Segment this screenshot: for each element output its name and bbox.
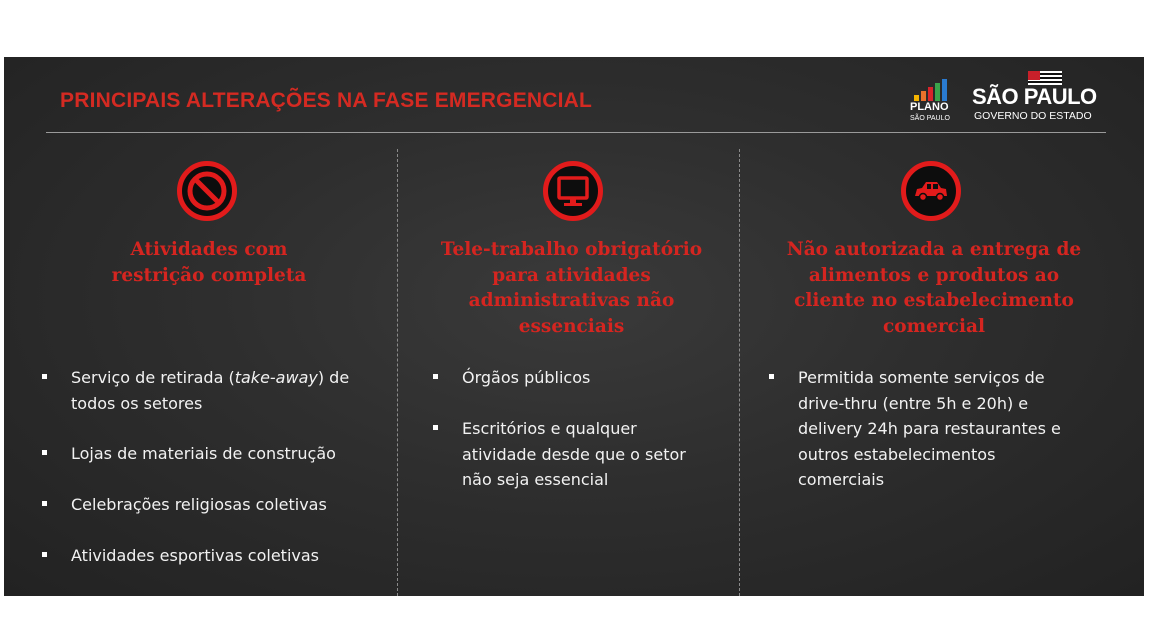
sp-flag-icon	[1028, 71, 1062, 85]
item-text: Escritórios e qualquer	[462, 419, 637, 438]
item-text: todos os setores	[71, 393, 203, 413]
heading-line: essenciais	[518, 315, 625, 337]
page-title: PRINCIPAIS ALTERAÇÕES NA FASE EMERGENCIAL	[60, 89, 593, 112]
list-item	[71, 492, 396, 518]
bar-chart-logo-icon	[914, 79, 947, 101]
list-item	[71, 441, 396, 467]
heading-line: cliente no estabelecimento	[794, 290, 1074, 311]
sao-paulo-government-logo	[972, 71, 1112, 123]
item-text: ) de	[317, 368, 350, 387]
bullet-icon	[433, 425, 438, 430]
bullet-icon	[42, 450, 47, 455]
bullet-icon	[433, 374, 438, 379]
bullet-icon	[769, 374, 774, 379]
item-text: drive-thru (entre 5h e 20h) e	[798, 393, 1029, 413]
heading-line: Tele-trabalho obrigatório	[440, 239, 703, 260]
list-item	[71, 543, 396, 569]
item-text: Celebrações religiosas coletivas	[71, 495, 327, 514]
item-text: Órgãos públicos	[462, 368, 591, 387]
plano-logo-sub: SÃO PAULO	[910, 115, 950, 122]
list-item	[462, 365, 737, 391]
column-heading	[404, 237, 739, 339]
computer-monitor-icon	[543, 161, 603, 221]
column-heading	[759, 237, 1109, 339]
bullet-icon	[42, 501, 47, 506]
heading-line: Atividades com	[130, 239, 288, 260]
heading-line: alimentos e produtos ao	[808, 264, 1060, 286]
list-item	[798, 365, 1118, 493]
bullet-list	[798, 365, 1118, 493]
list-item	[462, 416, 737, 493]
item-text: delivery 24h para restaurantes e	[798, 419, 1061, 438]
bullet-list	[462, 365, 737, 493]
heading-line: comercial	[882, 315, 985, 337]
column-divider	[739, 149, 740, 596]
plano-sao-paulo-logo	[910, 79, 960, 125]
heading-line: para atividades	[492, 264, 651, 286]
no-entry-icon	[177, 161, 237, 221]
item-text: atividade desde que o setor	[462, 444, 686, 464]
plano-logo-word: PLANO	[910, 101, 949, 113]
heading-line: administrativas não	[468, 290, 675, 311]
column-heading	[64, 237, 354, 288]
slide	[4, 57, 1144, 596]
item-emphasis: take-away	[234, 368, 318, 387]
bullet-list	[71, 365, 396, 569]
bullet-icon	[42, 374, 47, 379]
heading-line: Não autorizada a entrega de	[786, 239, 1082, 260]
heading-line: restrição completa	[111, 264, 307, 286]
item-text: Serviço de retirada (	[71, 368, 235, 387]
item-text: não seja essencial	[462, 470, 609, 489]
sp-logo-sub: GOVERNO DO ESTADO	[974, 110, 1092, 122]
item-text: Atividades esportivas coletivas	[71, 546, 319, 565]
column-divider	[397, 149, 398, 596]
item-text: outros estabelecimentos	[798, 444, 996, 464]
item-text: comerciais	[798, 470, 885, 489]
title-divider	[46, 132, 1106, 133]
item-text: Permitida somente serviços de	[798, 368, 1045, 387]
car-icon	[901, 161, 961, 221]
item-text: Lojas de materiais de construção	[71, 444, 336, 463]
bullet-icon	[42, 552, 47, 557]
list-item	[71, 365, 396, 416]
sp-logo-name: SÃO PAULO	[972, 84, 1097, 109]
